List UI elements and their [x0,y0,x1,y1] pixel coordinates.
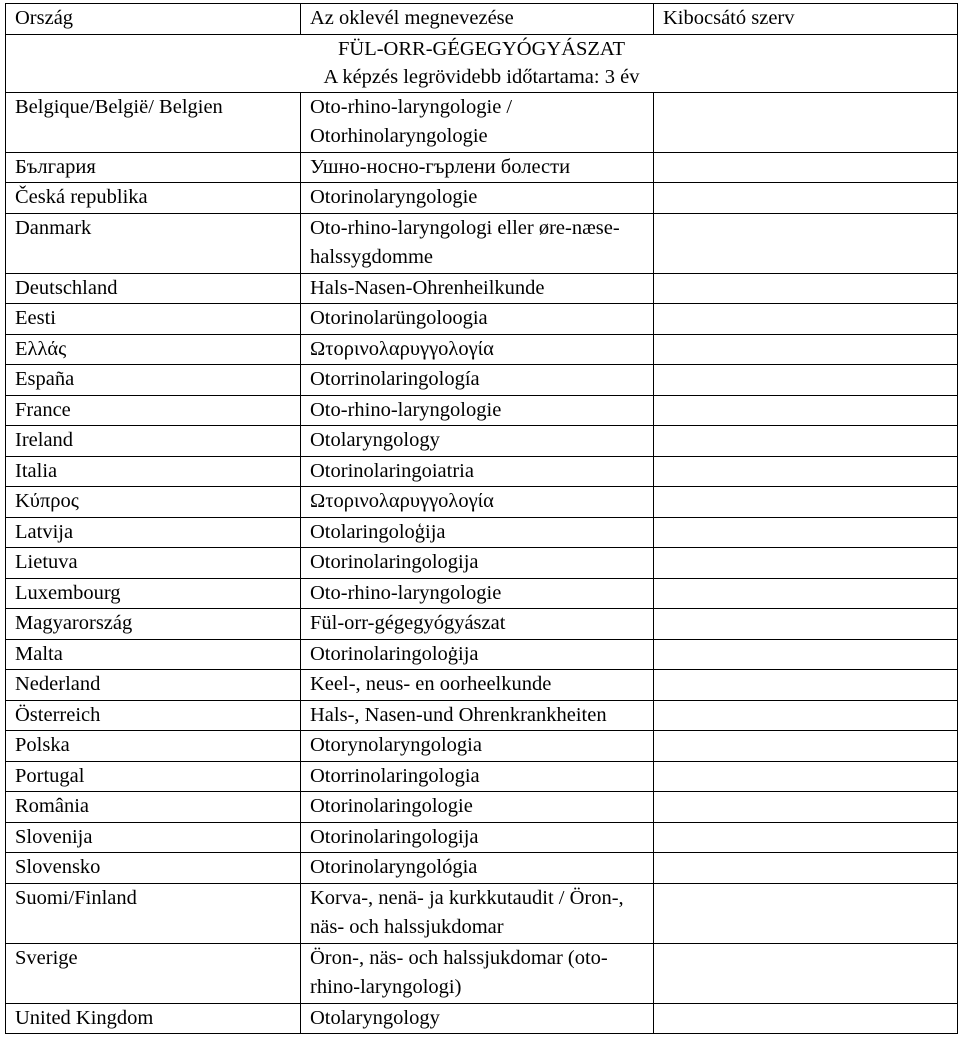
country-cell: Sverige [6,943,301,1003]
table-row [6,731,958,762]
header-title: Az oklevél megnevezése [301,4,654,35]
issuer-cell [654,700,958,731]
country-cell: Slovenija [6,822,301,853]
country-cell: Luxembourg [6,578,301,609]
diploma-title-cell: Otolaringoloģija [301,517,654,548]
table-row [6,822,958,853]
table-row [6,152,958,183]
country-cell: Latvija [6,517,301,548]
diploma-title-cell: Keel-, neus- en oorheelkunde [301,670,654,701]
issuer-cell [654,426,958,457]
issuer-cell [654,670,958,701]
issuer-cell [654,273,958,304]
issuer-cell [654,395,958,426]
table-row [6,578,958,609]
diploma-title-cell: Oto-rhino-laryngologi eller øre-næse-halssygdomme [301,213,654,273]
diploma-title-cell: Otorinolaryngologie [301,183,654,214]
diploma-title-cell: Otorinolaringologie [301,792,654,823]
diploma-title-cell: Otorrinolaringología [301,365,654,396]
table-row [6,92,958,152]
issuer-cell [654,1003,958,1034]
diploma-title-cell: Hals-Nasen-Ohrenheilkunde [301,273,654,304]
table-row [6,853,958,884]
country-cell: Danmark [6,213,301,273]
table-row [6,761,958,792]
table-row [6,273,958,304]
country-cell: България [6,152,301,183]
section-duration: A képzés legrövidebb időtartama: 3 év [323,66,640,88]
country-cell: Lietuva [6,548,301,579]
table-row [6,609,958,640]
table-row [6,334,958,365]
diploma-title-cell: Korva-, nenä- ja kurkkutaudit / Öron-, näs- och halssjukdomar [301,883,654,943]
issuer-cell [654,792,958,823]
country-cell: Ireland [6,426,301,457]
section-name: FÜL-ORR-GÉGEGYÓGYÁSZAT [338,37,625,60]
country-cell: Portugal [6,761,301,792]
diploma-title-cell: Otorinolarüngoloogia [301,304,654,335]
country-cell: Deutschland [6,273,301,304]
diploma-title-cell: Oto-rhino-laryngologie [301,395,654,426]
table-row [6,487,958,518]
table-row [6,426,958,457]
diploma-title-cell: Otolaryngology [301,1003,654,1034]
diploma-title-cell: Oto-rhino-laryngologie [301,578,654,609]
diploma-title-cell: Hals-, Nasen-und Ohrenkrankheiten [301,700,654,731]
table-row [6,456,958,487]
issuer-cell [654,183,958,214]
country-cell: France [6,395,301,426]
country-cell: Magyarország [6,609,301,640]
issuer-cell [654,943,958,1003]
diploma-title-cell: Ωτορινολαρυγγολογία [301,334,654,365]
section-heading [6,34,958,92]
country-cell: Nederland [6,670,301,701]
country-cell: Polska [6,731,301,762]
diploma-title-cell: Fül-orr-gégegyógyászat [301,609,654,640]
country-cell: Belgique/België/ Belgien [6,92,301,152]
table-row [6,548,958,579]
issuer-cell [654,152,958,183]
issuer-cell [654,213,958,273]
issuer-cell [654,304,958,335]
issuer-cell [654,92,958,152]
country-cell: Österreich [6,700,301,731]
table-row [6,304,958,335]
table-row [6,183,958,214]
diploma-title-cell: Otolaryngology [301,426,654,457]
table-row [6,213,958,273]
diploma-title-cell: Ушно-носно-гърлени болести [301,152,654,183]
table-row [6,365,958,396]
diploma-title-cell: Otorinolaringoloġija [301,639,654,670]
country-cell: Malta [6,639,301,670]
issuer-cell [654,609,958,640]
table-row [6,943,958,1003]
country-cell: Slovensko [6,853,301,884]
section-row [6,34,958,92]
header-country: Ország [6,4,301,35]
diploma-title-cell: Otorinolaryngológia [301,853,654,884]
diploma-title-cell: Otorrinolaringologia [301,761,654,792]
issuer-cell [654,883,958,943]
country-cell: United Kingdom [6,1003,301,1034]
issuer-cell [654,334,958,365]
country-cell: Italia [6,456,301,487]
table-row [6,1003,958,1034]
header-issuer: Kibocsátó szerv [654,4,958,35]
issuer-cell [654,517,958,548]
table-row [6,639,958,670]
diploma-title-cell: Otorinolaringologija [301,822,654,853]
country-cell: Eesti [6,304,301,335]
table-row [6,670,958,701]
table-row [6,883,958,943]
diploma-title-cell: Otorinolaringoiatria [301,456,654,487]
country-cell: Suomi/Finland [6,883,301,943]
country-cell: España [6,365,301,396]
issuer-cell [654,456,958,487]
diploma-title-cell: Otorynolaryngologia [301,731,654,762]
issuer-cell [654,639,958,670]
country-cell: Ελλάς [6,334,301,365]
diploma-title-cell: Öron-, näs- och halssjukdomar (oto-rhino-laryngologi) [301,943,654,1003]
issuer-cell [654,487,958,518]
table-row [6,792,958,823]
table-row [6,395,958,426]
table-row [6,517,958,548]
country-cell: România [6,792,301,823]
issuer-cell [654,578,958,609]
table-row [6,700,958,731]
issuer-cell [654,365,958,396]
country-cell: Česká republika [6,183,301,214]
issuer-cell [654,853,958,884]
issuer-cell [654,731,958,762]
issuer-cell [654,761,958,792]
country-cell: Κύπρος [6,487,301,518]
issuer-cell [654,822,958,853]
diploma-table [5,3,958,1034]
diploma-title-cell: Ωτορινολαρυγγολογία [301,487,654,518]
diploma-title-cell: Otorinolaringologija [301,548,654,579]
diploma-title-cell: Oto-rhino-laryngologie / Otorhinolaryngologie [301,92,654,152]
issuer-cell [654,548,958,579]
header-row [6,4,958,35]
